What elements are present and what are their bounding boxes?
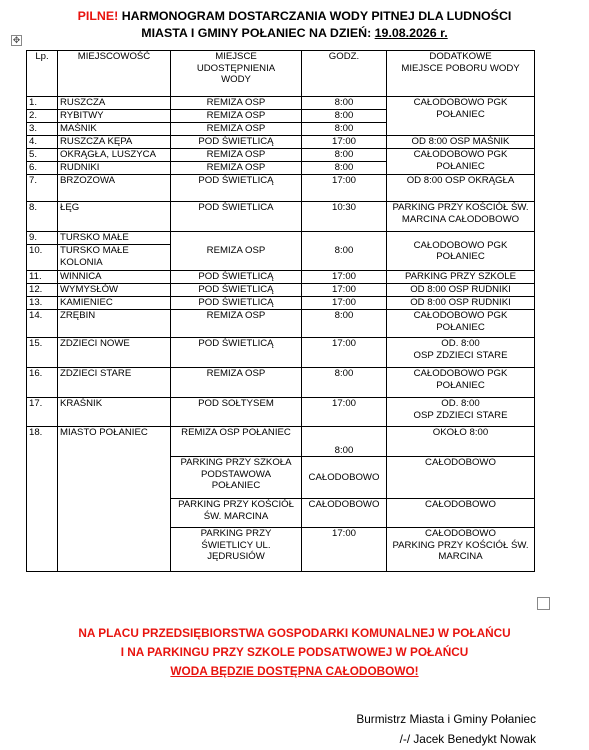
table-row [27,271,535,284]
row-lp: 12. [27,284,58,297]
spot-l2: PODSTAWOWA [201,468,271,480]
row-lp: 8. [27,202,58,232]
header-spot [171,51,302,97]
extra-l1: PARKING PRZY KOŚCIÓŁ ŚW. [392,202,529,213]
row-hour: 8:00 [302,149,387,162]
row-lp: 7. [27,175,58,202]
row-extra [387,528,535,572]
extra-l1: CAŁODOBOWO PGK [413,239,508,251]
notice-line-1: NA PLACU PRZEDSIĘBIORSTWA GOSPODARKI KOMUNALNEJ W POŁAŃCU [78,626,511,640]
table-row [27,202,535,232]
row-place: ZDZIECI STARE [58,368,171,398]
spot-l3: POŁANIEC [211,480,261,491]
row-extra: CAŁODOBOWO [387,457,535,499]
row-lp: 4. [27,136,58,149]
spot-l1: PARKING PRZY KOŚCIÓŁ [178,499,294,510]
row-spot: POD ŚWIETLICĄ [171,175,302,202]
row-place: BRZOZOWA [58,175,171,202]
header-extra [387,51,535,97]
row-hour: 8:00 [302,232,387,271]
extra-l2: POŁANIEC [436,108,485,120]
row-spot: POD ŚWIETLICĄ [171,338,302,368]
extra-l1: CAŁODOBOWO [425,528,496,539]
row-place: WINNICA [58,271,171,284]
extra-l1: CAŁODOBOWO PGK [413,368,508,379]
row-lp: 2. [27,110,58,123]
row-lp: 13. [27,297,58,310]
row-place: RUSZCZA KĘPA [58,136,171,149]
table-row [27,232,535,245]
extra-l2: POŁANIEC [436,379,485,391]
title-text-2: MIASTA I GMINY POŁANIEC NA DZIEŃ: [141,26,372,40]
table-row [27,427,535,457]
row-hour: 17:00 [302,284,387,297]
urgent-label: PILNE! [77,9,119,23]
row-lp: 15. [27,338,58,368]
title-text-1: HARMONOGRAM DOSTARCZANIA WODY PITNEJ DLA LUDNOŚCI [121,9,512,23]
table-resize-handle[interactable] [537,597,550,610]
move-handle-icon[interactable]: ✥ [12,35,21,45]
row-spot: REMIZA OSP [171,368,302,398]
row-place: ZDZIECI NOWE [58,338,171,368]
row-lp: 10. [27,245,58,271]
extra-l2: MARCINA CAŁODOBOWO [401,213,520,225]
row-extra [387,232,535,271]
row-spot [171,499,302,528]
row-extra [387,398,535,427]
header-extra-l1: DODATKOWE [429,51,492,62]
extra-l1: CAŁODOBOWO PGK [413,97,508,108]
row-spot: POD SOŁTYSEM [171,398,302,427]
row-place: TURSKO MAŁE [58,232,171,245]
row-lp: 5. [27,149,58,162]
signature-name: /-/ Jacek Benedykt Nowak [399,732,536,746]
row-spot: POD ŚWIETLICĄ [171,297,302,310]
row-lp: 14. [27,310,58,338]
table-row [27,175,535,202]
row-hour: 17:00 [302,338,387,368]
extra-l1: OD. 8:00 [441,398,480,409]
row-lp: 17. [27,398,58,427]
header-lp: Lp. [27,51,58,97]
row-lp: 1. [27,97,58,110]
table-row [27,338,535,368]
spot-l2: ŚWIETLICY UL. [201,539,271,551]
row-place: RYBITWY [58,110,171,123]
schedule-date: 19.08.2026 r. [374,26,448,40]
row-place [58,245,171,271]
row-extra: PARKING PRZY SZKOLE [387,271,535,284]
row-place: MIASTO POŁANIEC [58,427,171,572]
row-hour: 17:00 [302,528,387,572]
notice-block [0,624,589,681]
row-extra [387,338,535,368]
row-extra: OD 8:00 OSP RUDNIKI [387,284,535,297]
extra-l1: CAŁODOBOWO PGK [413,310,508,321]
row-hour: CAŁODOBOWO [302,499,387,528]
row-place: ŁĘG [58,202,171,232]
row-hour: 8:00 [302,110,387,123]
row-hour: 10:30 [302,202,387,232]
table-header-row [27,51,535,97]
row-hour: 17:00 [302,136,387,149]
extra-l2: POŁANIEC [436,321,485,333]
spot-l1: PARKING PRZY SZKOŁA [180,457,292,468]
notice-line-3: WODA BĘDZIE DOSTĘPNA CAŁODOBOWO! [170,664,419,678]
table-row [27,97,535,110]
row-place: WYMYSŁÓW [58,284,171,297]
row-spot: POD ŚWIETLICA [171,202,302,232]
extra-l2: POŁANIEC [436,251,485,262]
place-l1: TURSKO MAŁE [60,245,129,256]
row-spot [171,528,302,572]
row-lp: 9. [27,232,58,245]
extra-l2: PARKING PRZY KOŚCIÓŁ ŚW. [392,539,529,551]
row-hour: 8:00 [302,162,387,175]
row-place: MAŚNIK [58,123,171,136]
row-lp: 6. [27,162,58,175]
row-spot: REMIZA OSP [171,123,302,136]
extra-l2: POŁANIEC [436,160,485,172]
header-hour: GODZ. [302,51,387,97]
row-extra [387,368,535,398]
row-lp: 16. [27,368,58,398]
row-hour: 8:00 [302,427,387,457]
table-row [27,368,535,398]
extra-l1: OD. 8:00 [441,338,480,349]
spot-l3: JĘDRUSIÓW [207,551,265,562]
row-hour: 8:00 [302,123,387,136]
row-spot: REMIZA OSP [171,232,302,271]
table-row [27,149,535,162]
extra-l3: MARCINA [438,551,483,562]
table-row [27,398,535,427]
row-spot [171,457,302,499]
header-extra-l2: MIEJSCE POBORU WODY [401,62,520,74]
row-spot: REMIZA OSP [171,149,302,162]
row-place: KRAŚNIK [58,398,171,427]
spot-l1: PARKING PRZY [200,528,272,539]
row-spot: REMIZA OSP [171,162,302,175]
row-lp: 18. [27,427,58,572]
header-spot-l1: MIEJSCE [215,51,257,62]
row-spot: POD ŚWIETLICĄ [171,284,302,297]
table-row [27,284,535,297]
header-place: MIEJSCOWOŚĆ [58,51,171,97]
row-hour: 17:00 [302,271,387,284]
row-spot: REMIZA OSP [171,110,302,123]
document-title [0,8,589,42]
row-spot: REMIZA OSP [171,97,302,110]
row-extra: OKOŁO 8:00 [387,427,535,457]
row-place: RUSZCZA [58,97,171,110]
row-hour: 8:00 [302,310,387,338]
extra-l2: OSP ZDZIECI STARE [413,409,508,421]
extra-l2: OSP ZDZIECI STARE [413,349,508,361]
title-line-2 [0,25,589,42]
row-extra: OD 8:00 OSP MAŚNIK [387,136,535,149]
row-extra: OD 8:00 OSP OKRĄGŁA [387,175,535,202]
row-hour: 8:00 [302,97,387,110]
header-spot-l3: WODY [221,74,251,85]
row-hour: CAŁODOBOWO [302,457,387,499]
signature-block [300,709,536,749]
row-extra [387,202,535,232]
row-extra [387,97,535,136]
row-place: RUDNIKI [58,162,171,175]
row-place: KAMIENIEC [58,297,171,310]
row-spot: POD ŚWIETLICĄ [171,271,302,284]
row-spot: REMIZA OSP [171,310,302,338]
row-extra [387,149,535,175]
row-hour: 8:00 [302,368,387,398]
header-spot-l2: UDOSTĘPNIENIA [196,62,276,74]
place-l2: KOLONIA [60,256,103,268]
row-extra: OD 8:00 OSP RUDNIKI [387,297,535,310]
signature-title: Burmistrz Miasta i Gminy Połaniec [356,712,536,726]
row-lp: 11. [27,271,58,284]
row-hour: 17:00 [302,297,387,310]
table-row [27,136,535,149]
extra-l1: CAŁODOBOWO PGK [413,149,508,160]
schedule-table [26,50,535,572]
row-extra: CAŁODOBOWO [387,499,535,528]
table-row [27,297,535,310]
spot-l2: ŚW. MARCINA [203,510,269,522]
title-line-1 [0,8,589,25]
row-place: OKRĄGŁA, LUSZYCA [58,149,171,162]
row-place: ZRĘBIN [58,310,171,338]
row-hour: 17:00 [302,175,387,202]
notice-line-2: I NA PARKINGU PRZY SZKOLE PODSATWOWEJ W POŁAŃCU [120,645,469,659]
row-spot: POD ŚWIETLICĄ [171,136,302,149]
row-lp: 3. [27,123,58,136]
row-extra [387,310,535,338]
row-spot: REMIZA OSP POŁANIEC [171,427,302,457]
table-row [27,310,535,338]
row-hour: 17:00 [302,398,387,427]
